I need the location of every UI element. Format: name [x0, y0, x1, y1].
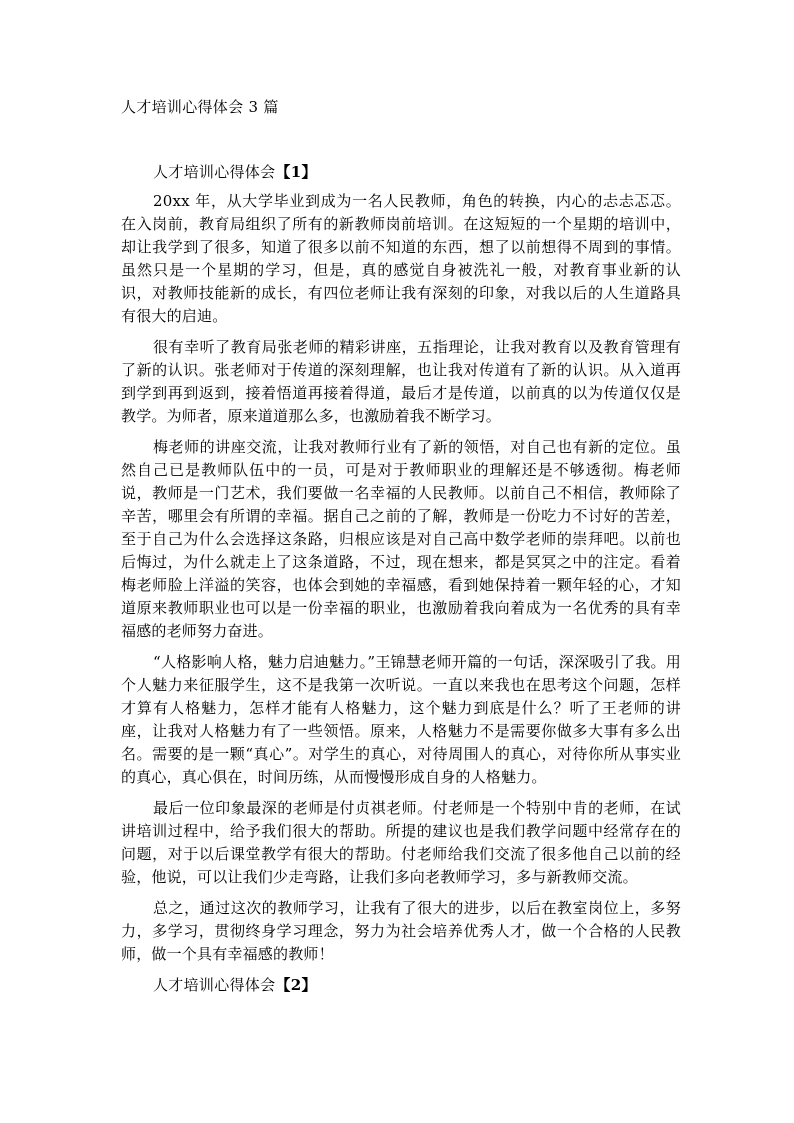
document-page	[121, 96, 681, 996]
section-heading-text: 人才培训心得体会	[153, 976, 276, 994]
section-heading-number: 【1】	[275, 163, 317, 181]
section-heading-1	[121, 161, 681, 183]
paragraph: 很有幸听了教育局张老师的精彩讲座，五指理论，让我对教育以及教育管理有了新的认识。张老师对于传道的深刻理解，也让我对传道有了新的认识。从入道再到学到再到返到，接着悟道再接着得道，最后才是传道，以前真的以为传道仅仅是教学。为师者，原来道道那么多，也激励着我不断学习。	[121, 338, 681, 425]
section-heading-text: 人才培训心得体会	[153, 163, 276, 181]
section-heading-number: 【2】	[275, 976, 317, 994]
paragraph: 总之，通过这次的教师学习，让我有了很大的进步，以后在教室岗位上，多努力，多学习，贯彻终身学习理念，努力为社会培养优秀人才，做一个合格的人民教师，做一个具有幸福感的教师！	[121, 899, 681, 963]
paragraph: 20xx 年，从大学毕业到成为一名人民教师，角色的转换，内心的忐忐忑忑。在入岗前，教育局组织了所有的新教师岗前培训。在这短短的一个星期的培训中，却让我学到了很多，知道了很多以前不知道的东西，想了以前想得不周到的事情。虽然只是一个星期的学习，但是，真的感觉自身被洗礼一般，对教育事业新的认识，对教师技能新的成长，有四位老师让我有深刻的印象，对我以后的人生道路具有很大的启迪。	[121, 192, 681, 325]
document-title: 人才培训心得体会 3 篇	[121, 98, 279, 116]
paragraph: 梅老师的讲座交流，让我对教师行业有了新的领悟，对自己也有新的定位。虽然自己已是教师队伍中的一员，可是对于教师职业的理解还是不够透彻。梅老师说，教师是一门艺术，我们要做一名幸福的人民教师。以前自己不相信，教师除了辛苦，哪里会有所谓的幸福。据自己之前的了解，教师是一份吃力不讨好的苦差，至于自己为什么会选择这条路，归根应该是对自己高中数学老师的崇拜吧。以前也后悔过，为什么就走上了这条道路，不过，现在想来，都是冥冥之中的注定。看着梅老师脸上洋溢的笑容，也体会到她的幸福感，看到她保持着一颗年轻的心，才知道原来教师职业也可以是一份幸福的职业，也激励着我向着成为一名优秀的具有幸福感的老师努力奋进。	[121, 438, 681, 640]
section-heading-2	[121, 974, 681, 996]
paragraph: 最后一位印象最深的老师是付贞祺老师。付老师是一个特别中肯的老师，在试讲培训过程中，给予我们很大的帮助。所提的建议也是我们教学问题中经常存在的问题，对于以后课堂教学有很大的帮助。付老师给我们交流了很多他自己以前的经验，他说，可以让我们少走弯路，让我们多向老教师学习，多与新教师交流。	[121, 799, 681, 886]
paragraph: “人格影响人格，魅力启迪魅力。”王锦慧老师开篇的一句话，深深吸引了我。用个人魅力来征服学生，这不是我第一次听说。一直以来我也在思考这个问题，怎样才算有人格魅力，怎样才能有人格魅力，这个魅力到底是什么？听了王老师的讲座，让我对人格魅力有了一些领悟。原来，人格魅力不是需要你做多大事有多么出名。需要的是一颗“真心”。对学生的真心，对待周围人的真心，对待你所从事实业的真心，真心俱在，时间历练，从而慢慢形成自身的人格魅力。	[121, 653, 681, 786]
